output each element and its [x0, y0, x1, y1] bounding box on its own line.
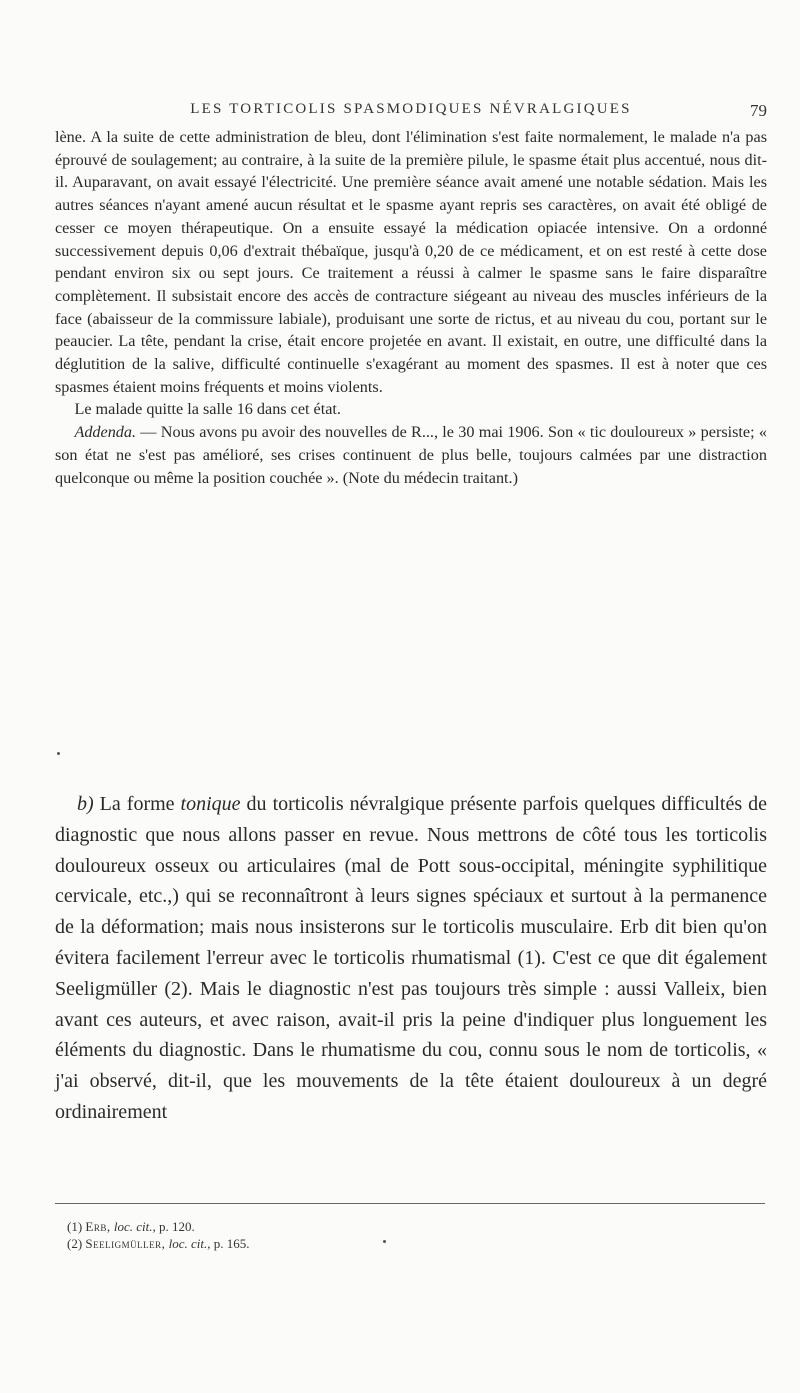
footnote-page: p. 120. [155, 1219, 195, 1234]
footnote-author: Seeligmüller, [85, 1236, 166, 1251]
print-speck [383, 1240, 386, 1243]
page-number: 79 [750, 101, 767, 120]
footnote-number: (2) [67, 1236, 83, 1251]
addenda-text: — Nous avons pu avoir des nouvelles de R..., le 30 mai 1906. Son « tic douloureux » persiste; « son état ne s'est pas amélioré, ses crises continuent de plus belle, toujours calmées par une distraction quelconque ou même la position couchée ». (Note du médecin traitant.) [55, 423, 767, 487]
footnote-ref: loc. cit., [113, 1219, 156, 1234]
section-label: b) [77, 793, 94, 815]
case-report-text [55, 126, 767, 489]
main-text [55, 789, 767, 1128]
footnote [55, 1235, 767, 1252]
running-head [55, 101, 767, 123]
footnote-number: (1) [67, 1219, 83, 1234]
text-span: du torticolis névralgique présente parfois quelques difficultés de diagnostic que nous allons passer en revue. Nous mettrons de côté tous les torticolis douloureux osseux ou articulaires (mal de Pott sous-occipital, méningite syphilitique cervicale, etc.,) qui se reconnaîtront à leurs signes spéciaux et surtout à la permanence de la déformation; mais nous insisterons sur le torticolis musculaire. Erb dit bien qu'on évitera facilement l'erreur avec le torticolis rhumatismal (1). C'est ce que dit également Seeligmüller (2). Mais le diagnostic n'est pas toujours très simple : aussi Valleix, bien avant ces auteurs, et avec raison, avait-il pris la peine d'indiquer plus longuement les éléments du diagnostic. Dans le rhumatisme du cou, connu sous le nom de torticolis, « j'ai observé, dit-il, que les mouvements de la tête étaient douloureux à un degré ordinairement [55, 793, 767, 1123]
footnote-ref: loc. cit., [168, 1236, 211, 1251]
paragraph: lène. A la suite de cette administration de bleu, dont l'élimination s'est faite normalement, le malade n'a pas éprouvé de soulagement; au contraire, à la suite de la première pilule, le spasme était plus accentué, nous dit-il. Auparavant, on avait essayé l'électricité. Une première séance avait amené une notable sédation. Mais les autres séances n'ayant amené aucun résultat et le spasme ayant repris ses caractères, on avait été obligé de cesser ce moyen thérapeutique. On a ensuite essayé la médication opiacée intensive. On a ordonné successivement depuis 0,06 d'extrait thébaïque, jusqu'à 0,20 de ce médicament, et on est resté à cette dose pendant environ six ou sept jours. Ce traitement a réussi à calmer le spasme sans le faire disparaître complètement. Il subsistait encore des accès de contracture siégeant au niveau des muscles inférieurs de la face (abaisseur de la commissure labiale), produisant une sorte de rictus, et au niveau du cou, portant sur le peaucier. La tête, pendant la crise, était encore projetée en avant. Il existait, en outre, une difficulté dans la déglutition de la salive, difficulté continuelle s'exagérant au moment des spasmes. Il est à noter que ces spasmes étaient moins fréquents et moins violents. [55, 128, 767, 396]
footnotes [55, 1218, 767, 1252]
paragraph [55, 789, 767, 1128]
print-speck [57, 752, 60, 755]
text-span: La forme [93, 793, 181, 815]
footnote [55, 1218, 767, 1235]
paragraph: Le malade quitte la salle 16 dans cet état. [74, 400, 341, 419]
addenda-label: Addenda. [74, 423, 137, 442]
addenda-paragraph [55, 421, 767, 489]
running-title: LES TORTICOLIS SPASMODIQUES NÉVRALGIQUES [190, 101, 632, 117]
emphasis: tonique [180, 793, 241, 815]
footnote-page: p. 165. [210, 1236, 250, 1251]
footnote-rule [55, 1203, 765, 1204]
footnote-author: Erb, [85, 1219, 111, 1234]
